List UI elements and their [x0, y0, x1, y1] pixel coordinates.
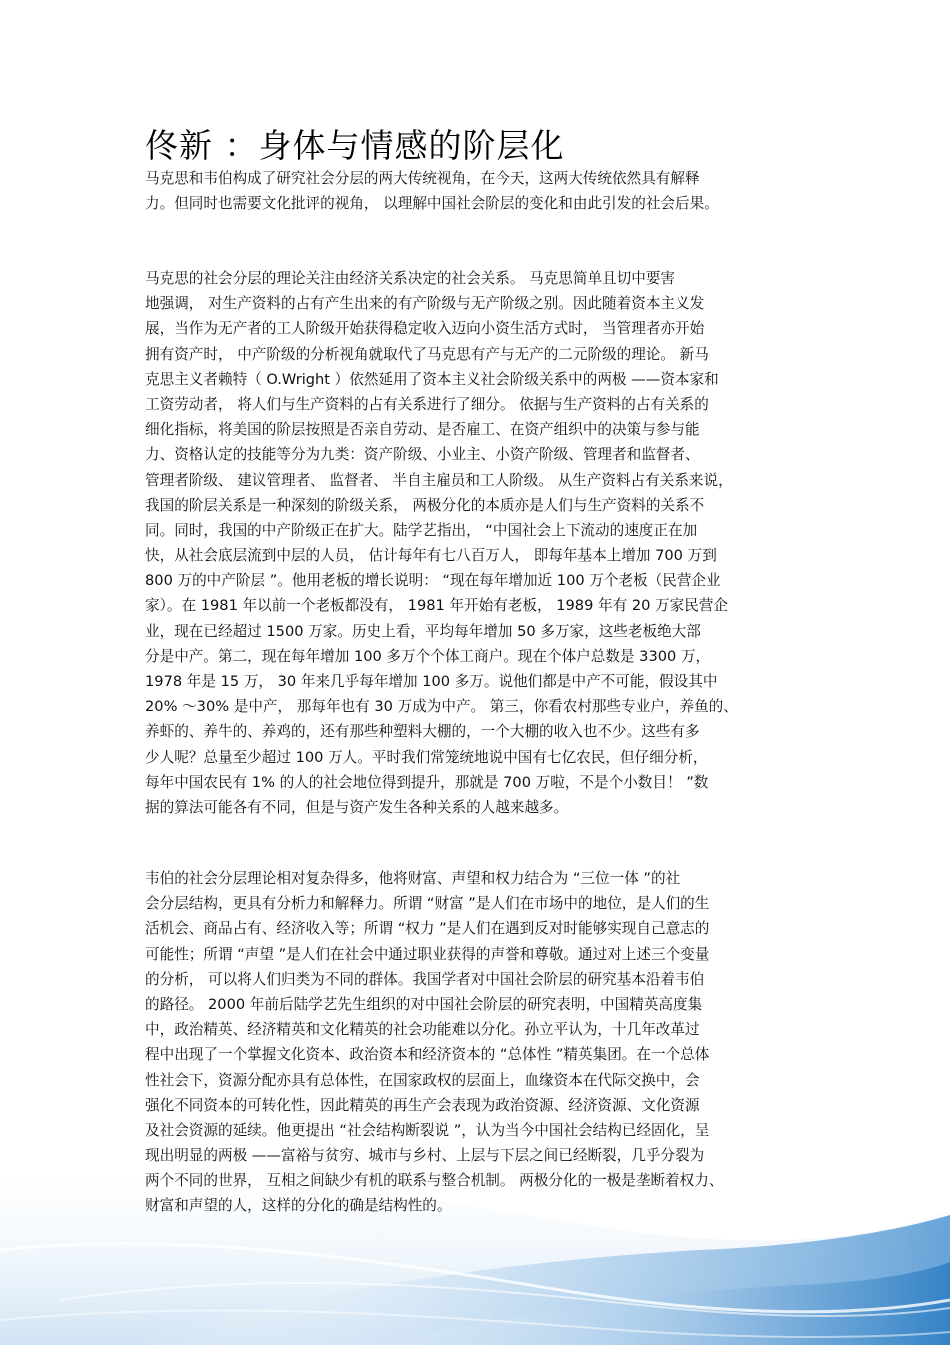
text-line: 工资劳动者， 将人们与生产资料的占有关系进行了细分。 依据与生产资料的占有关系的 — [145, 395, 709, 413]
text-line: 强化不同资本的可转化性，因此精英的再生产会表现为政治资源、经济资源、文化资源 — [145, 1096, 700, 1114]
text-line: 细化指标，将美国的阶层按照是否亲自劳动、是否雇工、在资产组织中的决策与参与能 — [145, 421, 700, 439]
text-line: 活机会、商品占有、经济收入等；所谓 “权力 ”是人们在遇到反对时能够实现自己意志的 — [145, 920, 710, 938]
text-line: 20% ～30% 是中产， 那每年也有 30 万成为中产。 第三，你看农村那些专业户，养鱼的、 — [145, 698, 738, 716]
text-line: 同。同时，我国的中产阶级正在扩大。陆学艺指出， “中国社会上下流动的速度正在加 — [145, 521, 698, 539]
intro-paragraph — [145, 166, 810, 216]
text-line: 马克思的社会分层的理论关注由经济关系决定的社会关系。 马克思简单且切中要害 — [145, 270, 676, 287]
text-line: 800 万的中产阶层 ”。他用老板的增长说明： “现在每年增加近 100 万个老板（民营企业 — [145, 572, 721, 590]
text-line: 性社会下，资源分配亦具有总体性，在国家政权的层面上，血缘资本在代际交换中，会 — [145, 1071, 700, 1089]
paragraph-weber — [145, 866, 810, 1219]
text-line: 每年中国农民有 1% 的人的社会地位得到提升，那就是 700 万啦，不是个小数目！ ”数 — [145, 773, 709, 791]
text-line: 马克思和韦伯构成了研究社会分层的两大传统视角，在今天，这两大传统依然具有解释 — [145, 170, 700, 187]
text-line: 1978 年是 15 万， 30 年来几乎每年增加 100 多万。说他们都是中产不可能，假设其中 — [145, 673, 718, 690]
text-line: 家）。在 1981 年以前一个老板都没有， 1981 年开始有老板， 1989 年有 20 万家民营企 — [145, 597, 729, 615]
text-line: 拥有资产时， 中产阶级的分析视角就取代了马克思有产与无产的二元阶级的理论。 新马 — [145, 345, 709, 363]
text-line: 我国的阶层关系是一种深刻的阶级关系， 两极分化的本质亦是人们与生产资料的关系不 — [145, 496, 705, 514]
text-line: 中，政治精英、经济精英和文化精英的社会功能难以分化。孙立平认为，十几年改革过 — [145, 1021, 700, 1039]
text-line: 的路径。 2000 年前后陆学艺先生组织的对中国社会阶层的研究表明，中国精英高度集 — [145, 995, 703, 1013]
text-line: 克思主义者赖特（ O.Wright ）依然延用了资本主义社会阶级关系中的两极 ——资本家和 — [145, 370, 719, 388]
text-line: 展，当作为无产者的工人阶级开始获得稳定收入迈向小资生活方式时， 当管理者亦开始 — [145, 320, 705, 338]
text-line: 两个不同的世界， 互相之间缺少有机的联系与整合机制。 两极分化的一极是垄断着权力、 — [145, 1172, 724, 1190]
text-line: 及社会资源的延续。他更提出 “社会结构断裂说 ”，认为当今中国社会结构已经固化，呈 — [145, 1121, 710, 1139]
text-line: 业，现在已经超过 1500 万家。历史上看，平均每年增加 50 多万家，这些老板绝大部 — [145, 622, 701, 640]
text-line: 会分层结构，更具有分析力和解释力。所谓 “财富 ”是人们在市场中的地位，是人们的生 — [145, 895, 710, 913]
paragraph-marx — [145, 266, 810, 820]
text-line: 据的算法可能各有不同，但是与资产发生各种关系的人越来越多。 — [145, 798, 569, 816]
text-line: 韦伯的社会分层理论相对复杂得多，他将财富、声望和权力结合为 “三位一体 ”的社 — [145, 870, 681, 887]
text-line: 财富和声望的人，这样的分化的确是结构性的。 — [145, 1197, 452, 1215]
text-line: 可能性；所谓 “声望 ”是人们在社会中通过职业获得的声誉和尊敬。通过对上述三个变量 — [145, 945, 710, 963]
text-line: 力。但同时也需要文化批评的视角， 以理解中国社会阶层的变化和由此引发的社会后果。 — [145, 195, 719, 213]
text-line: 力、资格认定的技能等分为九类：资产阶级、小业主、小资产阶级、管理者和监督者、 — [145, 446, 700, 464]
text-line: 的分析， 可以将人们归类为不同的群体。我国学者对中国社会阶层的研究基本沿着韦伯 — [145, 970, 705, 988]
article-title: 佟新 ：身体与情感的阶层化 — [145, 126, 565, 165]
text-line: 快，从社会底层流到中层的人员， 估计每年有七八百万人， 即每年基本上增加 700 万到 — [145, 547, 717, 565]
text-line: 分是中产。第二，现在每年增加 100 多万个个体工商户。现在个体户总数是 3300 万， — [145, 647, 711, 665]
text-line: 养虾的、养牛的、养鸡的，还有那些种塑料大棚的，一个大棚的收入也不少。这些有多 — [145, 723, 700, 741]
text-line: 管理者阶级、 建议管理者、 监督者、 半自主雇员和工人阶级。 从生产资料占有关系来说， — [145, 471, 733, 489]
text-line: 现出明显的两极 ——富裕与贫穷、城市与乡村、上层与下层之间已经断裂，几乎分裂为 — [145, 1147, 705, 1165]
text-line: 地强调， 对生产资料的占有产生出来的有产阶级与无产阶级之别。因此随着资本主义发 — [145, 295, 705, 313]
text-line: 少人呢？总量至少超过 100 万人。平时我们常笼统地说中国有七亿农民，但仔细分析， — [145, 748, 708, 766]
text-line: 程中出现了一个掌握文化资本、政治资本和经济资本的 “总体性 ”精英集团。在一个总体 — [145, 1046, 710, 1064]
